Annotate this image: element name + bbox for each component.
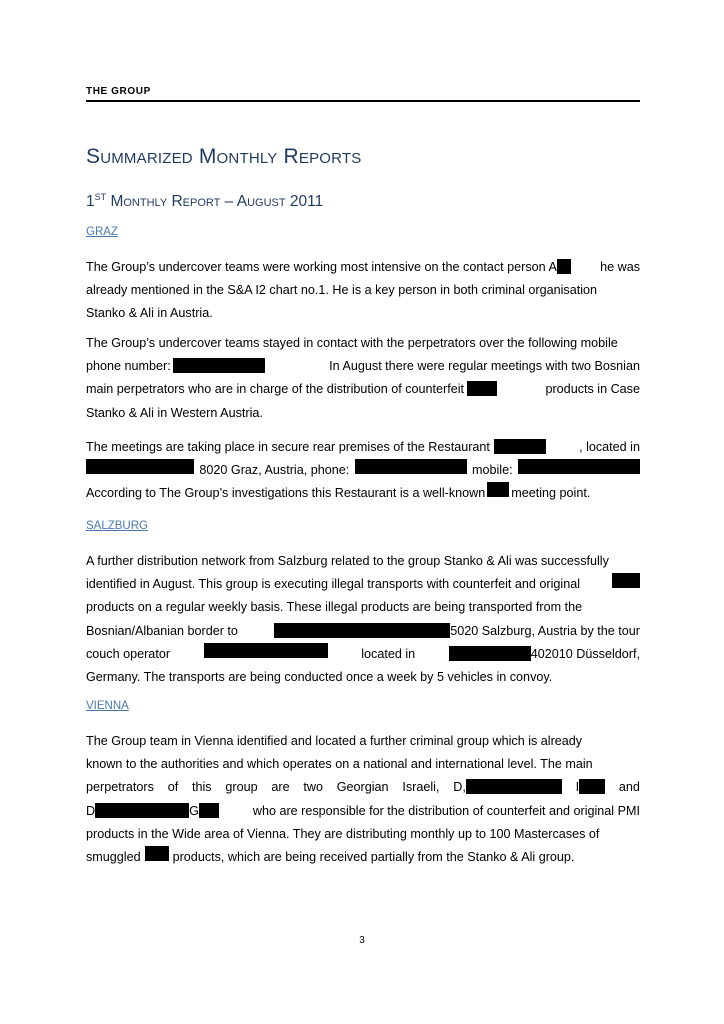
text-line: [86, 355, 265, 378]
text-line: [86, 256, 571, 279]
redaction-bar: [173, 358, 265, 373]
redaction-bar: [467, 381, 497, 396]
text: The Group’s undercover teams were working most intensive on the contact person A: [86, 260, 557, 274]
graz-paragraph-1: [86, 256, 640, 326]
text: 5020 Salzburg, Austria by the tour: [450, 623, 640, 638]
text: are: [271, 780, 290, 795]
redaction-bar: [145, 846, 169, 861]
text-line: already mentioned in the S&A I2 chart no.1. He is a key person in both criminal organisation: [86, 283, 598, 298]
text: who are responsible for the distribution of counterfeit and original PMI: [252, 803, 640, 818]
redaction-bar: [449, 646, 531, 661]
text-line: [274, 620, 640, 643]
text: Bosnian/Albanian border to: [86, 623, 238, 638]
text-line: known to the authorities and which operates on a national and international level. The main: [86, 757, 593, 772]
text: he was: [600, 260, 640, 274]
text: group: [225, 780, 258, 795]
text-line: [449, 643, 640, 666]
report-number-suffix: ST: [94, 192, 107, 202]
text: According to The Group’s investigations this Restaurant is a well-known: [86, 486, 486, 501]
text: The meetings are taking place in secure rear premises of the Restaurant: [86, 440, 490, 454]
text-line: [576, 776, 606, 799]
text: G: [189, 803, 199, 818]
text: smuggled: [86, 849, 141, 864]
text-line: A further distribution network from Salzburg related to the group Stanko & Ali was successfully: [86, 554, 609, 568]
text-line: [86, 436, 546, 459]
text: two: [303, 780, 323, 795]
redaction-bar: [199, 803, 219, 818]
text: perpetrators: [86, 780, 154, 795]
text: 8020 Graz, Austria, phone:: [199, 463, 350, 478]
running-header: [86, 86, 640, 102]
graz-paragraph-2: [86, 332, 640, 425]
redaction-bar: [579, 779, 605, 794]
report-number: 1: [86, 193, 95, 211]
report-title-text: Monthly Report – August 2011: [106, 193, 324, 211]
graz-paragraph-3: [86, 436, 640, 506]
report-title: [86, 192, 323, 211]
page-number: 3: [359, 935, 365, 946]
text-line: [86, 378, 497, 401]
text: identified in August. This group is executing illegal transports with counterfeit and original: [86, 577, 581, 592]
text: 402010 Düsseldorf,: [530, 646, 640, 661]
text-line: [86, 800, 219, 823]
text: products, which are being received partially from the Stanko & Ali group.: [172, 849, 575, 864]
text: this: [191, 780, 212, 795]
redaction-bar: [466, 779, 562, 794]
text: Israeli,: [402, 780, 440, 795]
section-heading-graz: GRAZ: [86, 226, 118, 238]
text: mobile:: [472, 463, 513, 478]
text: In August there were regular meetings with two Bosnian: [329, 359, 640, 374]
redaction-bar: [494, 439, 546, 454]
redaction-bar: [95, 803, 189, 818]
section-heading-salzburg: SALZBURG: [86, 520, 148, 532]
text: Georgian: [336, 780, 389, 795]
header-title: THE GROUP: [86, 86, 151, 97]
text-line: Stanko & Ali in Western Austria.: [86, 405, 263, 420]
text-line: Germany. The transports are being conducted once a week by 5 vehicles in convoy.: [86, 669, 553, 684]
text: couch operator: [86, 646, 171, 661]
vienna-paragraph: [86, 730, 640, 869]
text-line: The Group’s undercover teams stayed in contact with the perpetrators over the following mobile: [86, 336, 618, 350]
text-line: products in the Wide area of Vienna. They are distributing monthly up to 100 Mastercases of: [86, 826, 600, 841]
text-line: The Group team in Vienna identified and located a further criminal group which is already: [86, 734, 583, 748]
redaction-bar: [487, 482, 509, 497]
redaction-bar: [557, 259, 571, 274]
text: D: [86, 803, 96, 818]
redaction-bar: [612, 573, 640, 588]
text: D,: [453, 780, 466, 795]
text: , located in: [579, 440, 640, 454]
text: main perpetrators who are in charge of the distribution of counterfeit: [86, 382, 465, 397]
text-line: Stanko & Ali in Austria.: [86, 306, 213, 321]
salzburg-paragraph: [86, 550, 640, 689]
redaction-bar: [274, 623, 450, 638]
text-line: products on a regular weekly basis. These illegal products are being transported from the: [86, 600, 583, 615]
text: I: [575, 780, 580, 795]
redaction-bar: [204, 643, 328, 658]
redaction-bar: [355, 459, 467, 474]
text: located in: [361, 646, 416, 661]
redaction-bar: [86, 459, 194, 474]
text: phone number:: [86, 359, 171, 374]
text: products in Case: [545, 382, 640, 397]
text: meeting point.: [511, 486, 591, 501]
text: and: [618, 780, 640, 795]
page-title: Summarized Monthly Reports: [86, 145, 362, 168]
text: of: [167, 780, 179, 795]
redaction-bar: [518, 459, 640, 474]
text-line: [453, 776, 562, 799]
section-heading-vienna: VIENNA: [86, 700, 129, 712]
